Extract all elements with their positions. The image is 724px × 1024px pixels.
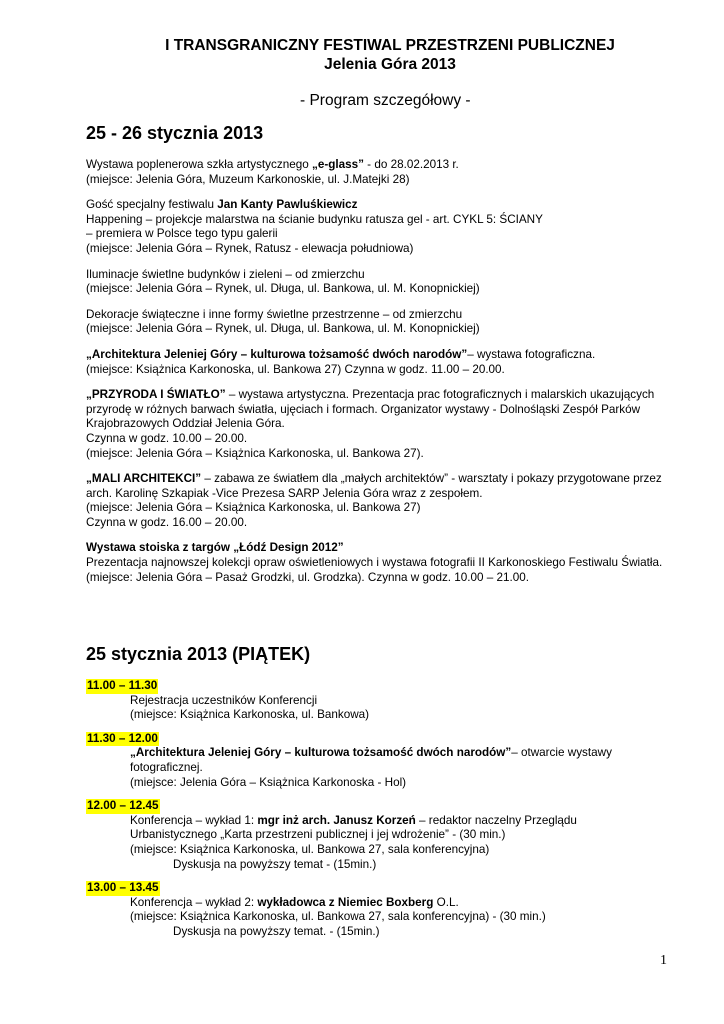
bold-text: Wystawa stoiska z targów „Łódź Design 2012”: [86, 541, 344, 555]
text: – otwarcie wystawy: [511, 746, 612, 760]
discussion-text: Dyskusja na powyższy temat - (15min.): [173, 857, 377, 871]
schedule-entry: [86, 799, 696, 872]
text: Urbanistycznego „Karta przestrzeni publicznej i jej wdrożenie” - (30 min.): [130, 828, 506, 842]
item-special-guest: [86, 198, 696, 256]
entry-detail: [86, 746, 696, 790]
item-lodz-design: [86, 541, 696, 585]
text: fotograficznej.: [130, 760, 203, 774]
text: Czynna w godz. 16.00 – 20.00.: [86, 515, 248, 529]
location-text: (miejsce: Książnica Karkonoska, ul. Bankowa 27, sala konferencyjna): [130, 842, 490, 856]
location-text: (miejsce: Jelenia Góra – Pasaż Grodzki, ul. Grodzka). Czynna w godz. 10.00 – 21.00.: [86, 570, 530, 584]
text: Rejestracja uczestników Konferencji: [130, 693, 318, 707]
location-text: (miejsce: Jelenia Góra – Książnica Karkonoska - Hol): [130, 775, 407, 789]
time-slot: 11.30 – 12.00: [87, 731, 158, 745]
bold-text: Jan Kanty Pawluśkiewicz: [217, 198, 358, 212]
item-decorations: [86, 308, 696, 337]
bold-text: „Architektura Jeleniej Góry – kulturowa tożsamość dwóch narodów”: [86, 347, 468, 361]
discussion-text: Dyskusja na powyższy temat. - (15min.): [173, 924, 380, 938]
title-line-2: Jelenia Góra 2013: [324, 56, 456, 73]
document-subtitle: - Program szczegółowy -: [300, 92, 471, 109]
location-text: (miejsce: Jelenia Góra – Rynek, ul. Długa, ul. Bankowa, ul. M. Konopnickiej): [86, 322, 480, 336]
item-illumination: [86, 268, 696, 297]
text: Dekoracje świąteczne i inne formy świetlne przestrzenne – od zmierzchu: [86, 307, 463, 321]
text: - do 28.02.2013 r.: [363, 158, 459, 171]
text: Gość specjalny festiwalu: [86, 198, 218, 212]
entry-detail: [86, 896, 696, 925]
item-e-glass: [86, 158, 696, 187]
text: Iluminacje świetlne budynków i zieleni – od zmierzchu: [86, 267, 365, 281]
text: Konferencja – wykład 2:: [130, 895, 258, 909]
bold-text: „MALI ARCHITEKCI”: [86, 472, 202, 486]
location-text: (miejsce: Jelenia Góra – Rynek, Ratusz - elewacja południowa): [86, 241, 414, 255]
text: Krajobrazowych Oddział Jelenia Góra.: [86, 417, 285, 431]
text: – redaktor naczelny Przeglądu: [415, 813, 577, 827]
time-slot: 13.00 – 13.45: [87, 881, 159, 895]
text: Wystawa poplenerowa szkła artystycznego: [86, 158, 312, 171]
section1-heading: 25 - 26 stycznia 2013: [86, 123, 264, 143]
schedule-entry: [86, 679, 696, 723]
text: – zabawa ze światłem dla „małych architektów” - warsztaty i pokazy przygotowane przez: [201, 472, 662, 486]
bold-text: „Architektura Jeleniej Góry – kulturowa tożsamość dwóch narodów”: [130, 746, 512, 760]
text: O.L.: [433, 895, 459, 909]
text: Konferencja – wykład 1:: [130, 813, 258, 827]
item-little-architects: [86, 472, 696, 530]
item-nature-and-light: [86, 388, 696, 461]
text: – wystawa fotograficzna.: [467, 347, 596, 361]
title-line-1: I TRANSGRANICZNY FESTIWAL PRZESTRZENI PUBLICZNEJ: [165, 37, 615, 54]
location-text: (miejsce: Jelenia Góra – Rynek, ul. Długa, ul. Bankowa, ul. M. Konopnickiej): [86, 282, 480, 296]
location-text: (miejsce: Książnica Karkonoska, ul. Bankowa 27, sala konferencyjna) - (30 min.): [130, 910, 546, 924]
location-text: (miejsce: Książnica Karkonoska, ul. Bankowa 27) Czynna w godz. 11.00 – 20.00.: [86, 362, 505, 376]
text: Happening – projekcje malarstwa na ścianie budynku ratusza gel - art. CYKL 5: ŚCIANY: [86, 212, 543, 226]
schedule-entry: [86, 732, 696, 790]
location-text: (miejsce: Jelenia Góra – Książnica Karkonoska, ul. Bankowa 27).: [86, 446, 424, 460]
location-text: (miejsce: Jelenia Góra – Książnica Karkonoska, ul. Bankowa 27): [86, 501, 421, 515]
text: arch. Karolinę Szkapiak -Vice Prezesa SARP Jelenia Góra wraz z zespołem.: [86, 486, 483, 500]
section2-body: [86, 679, 696, 949]
text: Prezentacja najnowszej kolekcji opraw oświetleniowych i wystawa fotografii II Karkonoskiego Festiwalu Światła.: [86, 556, 663, 570]
section2-heading: 25 stycznia 2013 (PIĄTEK): [86, 644, 311, 664]
text: przyrodę w różnych barwach światła, ujęciach i formach. Organizator wystawy - Dolnośląski Zespół Parków: [86, 402, 641, 416]
bold-text: mgr inż arch. Janusz Korzeń: [257, 813, 416, 827]
entry-detail: [86, 814, 696, 858]
bold-text: wykładowca z Niemiec Boxberg: [257, 895, 434, 909]
text: – wystawa artystyczna. Prezentacja prac fotograficznych i malarskich ukazujących: [225, 388, 655, 402]
time-slot: 12.00 – 12.45: [87, 799, 159, 813]
schedule-entry: [86, 881, 696, 939]
bold-text: „e-glass”: [311, 158, 364, 171]
section1-body: [86, 158, 696, 596]
bold-text: „PRZYRODA I ŚWIATŁO”: [86, 388, 226, 402]
entry-detail: [86, 694, 696, 723]
item-architecture-exhibition: [86, 348, 696, 377]
time-slot: 11.00 – 11.30: [87, 679, 158, 692]
location-text: (miejsce: Jelenia Góra, Muzeum Karkonoskie, ul. J.Matejki 28): [86, 172, 410, 186]
page-number: 1: [660, 953, 667, 968]
location-text: (miejsce: Książnica Karkonoska, ul. Bankowa): [130, 708, 370, 722]
document-title: [140, 36, 640, 74]
text: – premiera w Polsce tego typu galerii: [86, 227, 278, 241]
text: Czynna w godz. 10.00 – 20.00.: [86, 431, 248, 445]
